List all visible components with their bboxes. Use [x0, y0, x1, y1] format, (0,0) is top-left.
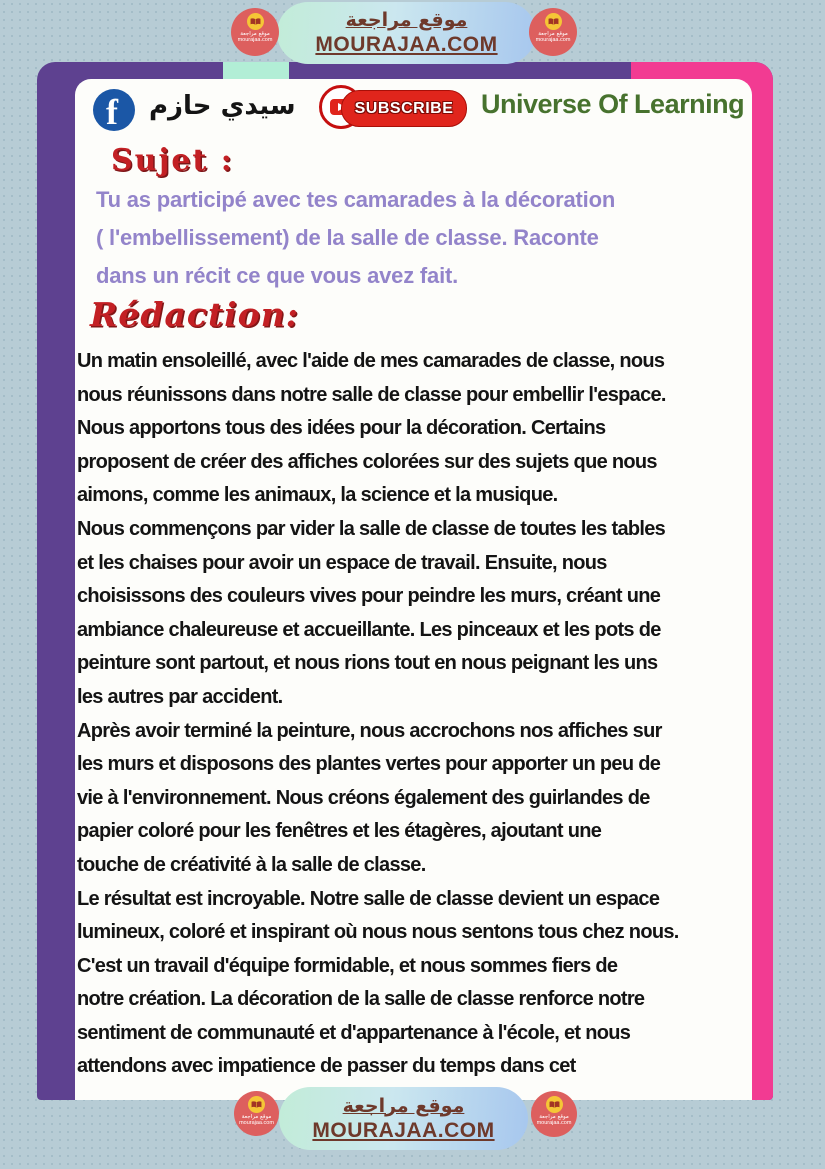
prompt-text	[96, 181, 615, 295]
logo-site-text: mourajaa.com	[535, 37, 571, 43]
subscribe-label: SUBSCRIBE	[354, 99, 454, 117]
book-icon	[545, 13, 562, 30]
worksheet-card	[75, 79, 752, 1100]
top-banner	[277, 2, 536, 64]
logo-site-text: mourajaa.com	[536, 1120, 572, 1126]
text-line: attendons avec impatience de passer du temps dans cet	[77, 1055, 576, 1078]
bottom-banner	[279, 1087, 528, 1150]
text-line: ambiance chaleureuse et accueillante. Les pinceaux et les pots de	[77, 618, 661, 641]
logo-site-text: mourajaa.com	[237, 37, 273, 43]
mourajaa-logo	[231, 8, 279, 56]
text-line: Tu as participé avec tes camarades à la décoration	[96, 187, 616, 212]
book-icon	[247, 13, 264, 30]
card-header	[89, 85, 746, 139]
bottom-banner-arabic-title: موقع مراجعة	[342, 1094, 465, 1117]
text-line: les autres par accident.	[77, 685, 283, 708]
logo-arabic-text: موقع مراجعة	[241, 1114, 272, 1120]
sujet-heading: Sujet :	[111, 143, 234, 178]
text-line: C'est un travail d'équipe formidable, et nous sommes fiers de	[77, 954, 618, 977]
text-line: Nous commençons par vider la salle de classe de toutes les tables	[77, 517, 666, 540]
text-line: aimons, comme les animaux, la science et la musique.	[77, 484, 558, 507]
facebook-icon[interactable]: f	[93, 89, 135, 131]
text-line: Nous apportons tous des idées pour la décoration. Certains	[77, 417, 606, 440]
top-banner-site-link[interactable]: MOURAJAA.COM	[315, 33, 498, 56]
text-line: dans un récit ce que vous avez fait.	[96, 263, 459, 288]
text-line: et les chaises pour avoir un espace de travail. Ensuite, nous	[77, 551, 607, 574]
text-line: touche de créativité à la salle de classe.	[77, 853, 426, 876]
logo-site-text: mourajaa.com	[239, 1120, 274, 1126]
mourajaa-logo	[531, 1091, 577, 1137]
mourajaa-logo	[529, 8, 577, 56]
text-line: lumineux, coloré et inspirant où nous nous sentons tous chez nous.	[77, 921, 679, 944]
top-banner-arabic-title: موقع مراجعة	[345, 9, 468, 31]
bottom-banner-site-link[interactable]: MOURAJAA.COM	[312, 1118, 495, 1142]
text-line: sentiment de communauté et d'appartenance à l'école, et nous	[77, 1021, 631, 1044]
channel-name: Universe Of Learning	[481, 89, 745, 119]
text-line: proposent de créer des affiches colorées sur des sujets que nous	[77, 450, 657, 473]
worksheet-frame	[37, 62, 773, 1100]
text-line: vie à l'environnement. Nous créons également des guirlandes de	[77, 786, 650, 809]
text-line: Après avoir terminé la peinture, nous accrochons nos affiches sur	[77, 719, 662, 742]
text-line: choisissons des couleurs vives pour peindre les murs, créant une	[77, 585, 661, 608]
logo-arabic-text: موقع مراجعة	[538, 31, 568, 37]
subscribe-button[interactable]	[341, 90, 467, 127]
facebook-account-name: سيدي حازم	[149, 91, 296, 121]
logo-arabic-text: موقع مراجعة	[539, 1114, 569, 1120]
text-line: ( l'embellissement) de la salle de classe. Raconte	[96, 225, 599, 250]
book-icon	[546, 1096, 563, 1113]
text-line: papier coloré pour les fenêtres et les étagères, ajoutant une	[77, 820, 602, 843]
text-line: les murs et disposons des plantes vertes pour apporter un peu de	[77, 753, 661, 776]
redaction-heading: Rédaction:	[90, 295, 299, 334]
text-line: Un matin ensoleillé, avec l'aide de mes camarades de classe, nous	[77, 350, 665, 372]
essay-text	[77, 345, 752, 1084]
book-icon	[248, 1096, 265, 1113]
logo-arabic-text: موقع مراجعة	[240, 31, 270, 37]
text-line: Le résultat est incroyable. Notre salle de classe devient un espace	[77, 887, 660, 910]
text-line: notre création. La décoration de la salle de classe renforce notre	[77, 988, 645, 1011]
text-line: nous réunissons dans notre salle de classe pour embellir l'espace.	[77, 383, 666, 406]
mourajaa-logo	[234, 1091, 279, 1136]
text-line: peinture sont partout, et nous rions tout en nous peignant les uns	[77, 652, 658, 675]
